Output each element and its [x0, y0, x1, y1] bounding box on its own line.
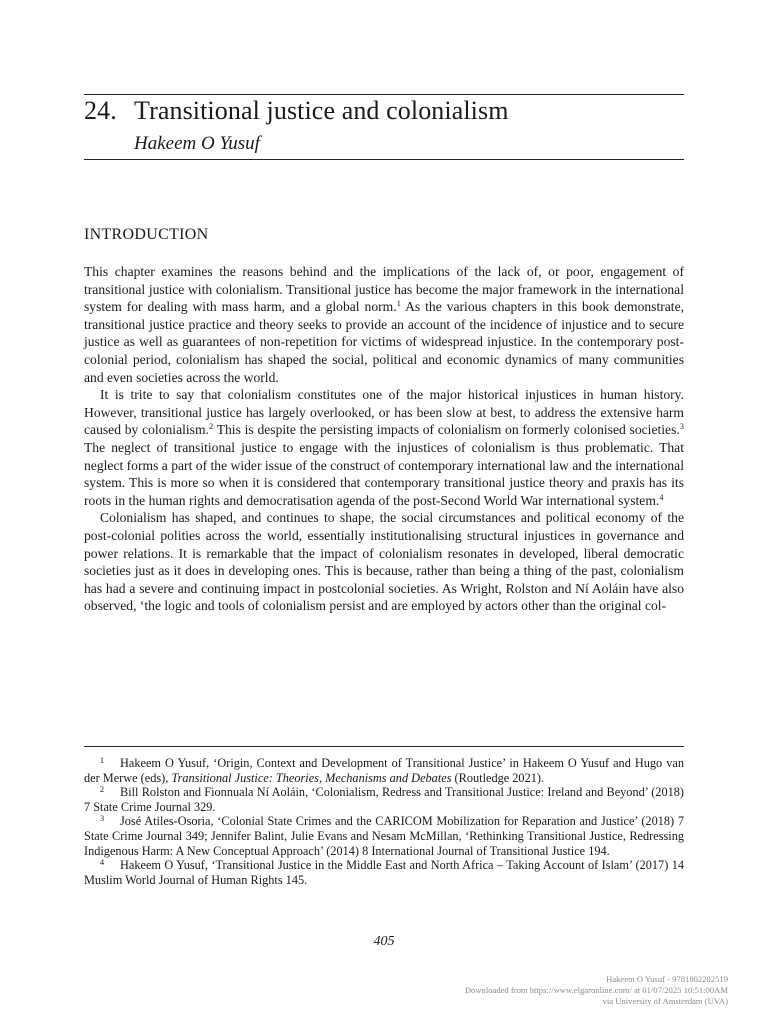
footnote-reference: 2: [208, 421, 214, 432]
section-heading: INTRODUCTION: [84, 226, 209, 243]
footnote-text: Hakeem O Yusuf, ‘Origin, Context and Development of Transitional Justice’ in Hakeem O Yusuf and Hugo van der Merwe (eds), Transitional Justice: Theories, Mechanisms and Debates (Routledge 2021).: [84, 756, 684, 785]
title-bottom-rule: [84, 159, 684, 160]
footnote: 2 Bill Rolston and Fionnuala Ní Aoláin, ‘Colonialism, Redress and Transitional Justice: Ireland and Beyond’ (2018) 7 State Crime Journal 329.: [84, 784, 684, 814]
download-line: Downloaded from https://www.elgaronline.com/ at 01/07/2025 10:51:00AM: [464, 985, 728, 995]
page-number: 405: [373, 934, 395, 949]
footnote-reference: 4: [659, 491, 664, 502]
footnote: 4 Hakeem O Yusuf, ‘Transitional Justice in the Middle East and North Africa – Taking Account of Islam’ (2017) 14 Muslim World Journal of Human Rights 145.: [84, 857, 684, 887]
footnote-text: Bill Rolston and Fionnuala Ní Aoláin, ‘Colonialism, Redress and Transitional Justice: Ireland and Beyond’ (2018) 7 State Crime Journal 329.: [84, 785, 684, 814]
download-watermark: [465, 974, 728, 1007]
footnote-reference: 1: [396, 298, 401, 309]
footnote: 3 José Atiles-Osoria, ‘Colonial State Crimes and the CARICOM Mobilization for Reparation and Justice’ (2018) 7 State Crime Journal 349; Jennifer Balint, Julie Evans and Nesam McMillan, ‘Rethinking Transitional Justice, Redressing Indigenous Harm: A New Conceptual Approach’ (2014) 8 International Journal of Transitional Justice 194.: [84, 813, 684, 858]
footnote-separator: [84, 746, 684, 747]
footnote-reference: 3: [679, 421, 685, 432]
footnote-text: Hakeem O Yusuf, ‘Transitional Justice in the Middle East and North Africa – Taking Account of Islam’ (2017) 14 Muslim World Journal of Human Rights 145.: [84, 858, 684, 887]
body-paragraph: It is trite to say that colonialism constitutes one of the major historical injustices in human history. However, transitional justice has largely overlooked, or has been slow at best, to address the extensive harm caused by colonialism.$^2$ This is despite the persisting impacts of colonialism on formerly colonised societies.$^3$ The neglect of transitional justice to engage with the injustices of colonialism is thus problematic. That neglect forms a part of the wider issue of the construct of contemporary international law and the international system. This is more so when it is considered that contemporary transitional justice theory and praxis has its roots in the human rights and democratisation agenda of the post-Second World War international system.$^4$: [84, 387, 685, 508]
chapter-title-text: Transitional justice and colonialism: [134, 96, 509, 125]
body-text: [84, 263, 684, 615]
download-line: via University of Amsterdam (UVA): [602, 996, 728, 1006]
body-paragraph: This chapter examines the reasons behind and the implications of the lack of, or poor, engagement of transitional justice with colonialism. Transitional justice has become the major framework in the international system for dealing with mass harm, and a global norm.$^1$ As the various chapters in this book demonstrate, transitional justice practice and theory seeks to provide an account of the incidence of injustice and to secure justice as well as guarantees of non-repetition for victims of widespread injustice. In the contemporary post-colonial period, colonialism has shaped the social, political and economic dynamics of many communities and even societies across the world.: [84, 264, 685, 385]
chapter-title: [84, 95, 509, 127]
footnotes: [84, 756, 684, 887]
footnote-text: José Atiles-Osoria, ‘Colonial State Crimes and the CARICOM Mobilization for Reparation and Justice’ (2018) 7 State Crime Journal 349; Jennifer Balint, Julie Evans and Nesam McMillan, ‘Rethinking Transitional Justice, Redressing Indigenous Harm: A New Conceptual Approach’ (2014) 8 International Journal of Transitional Justice 194.: [84, 814, 684, 858]
body-paragraph: Colonialism has shaped, and continues to shape, the social circumstances and political economy of the post-colonial polities across the world, essentially institutionalising structural injustices in governance and power relations. It is remarkable that the impact of colonialism resonates in developed, liberal democratic societies just as it does in developing ones. This is because, rather than being a thing of the past, colonialism has had a severe and continuing impact in postcolonial societies. As Wright, Rolston and Ní Aoláin have also observed, ‘the logic and tools of colonialism persist and are employed by actors other than the original col-: [84, 510, 684, 614]
footnote: 1 Hakeem O Yusuf, ‘Origin, Context and Development of Transitional Justice’ in Hakeem O Yusuf and Hugo van der Merwe (eds), Transitional Justice: Theories, Mechanisms and Debates (Routledge 2021).: [84, 755, 684, 785]
chapter-author: Hakeem O Yusuf: [134, 133, 260, 154]
download-line: Hakeem O Yusuf - 9781802202519: [606, 974, 728, 984]
chapter-number: 24.: [84, 96, 117, 125]
italic-title: Transitional Justice: Theories, Mechanisms and Debates: [171, 770, 452, 785]
